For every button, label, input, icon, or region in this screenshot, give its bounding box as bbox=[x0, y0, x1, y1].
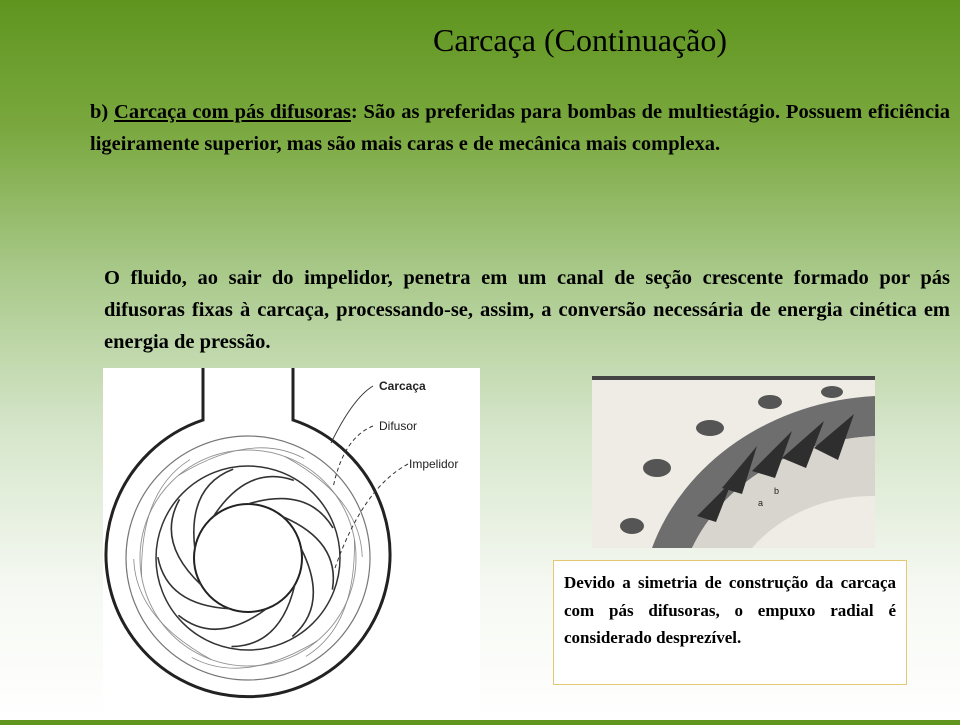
label-a: a bbox=[758, 498, 764, 508]
para1-prefix: b) bbox=[90, 101, 115, 123]
slide-title: Carcaça (Continuação) bbox=[432, 22, 728, 58]
para1-rest: : São as preferidas para bombas de multiestágio. Possuem eficiência ligeiramente superior, mas são mais caras e de mecânica mais complexa. bbox=[90, 101, 950, 155]
paragraph-diffuser-casing bbox=[90, 96, 950, 160]
diffuser-casing-drawing bbox=[103, 368, 480, 720]
label-difusor: Difusor bbox=[379, 419, 418, 433]
label-b: b bbox=[774, 486, 780, 496]
paragraph-fluid-conversion: O fluido, ao sair do impelidor, penetra em um canal de seção crescente formado por pás difusoras fixas à carcaça, processando-se, assim, a conversão necessária de energia cinética em energia de pressão. bbox=[104, 267, 950, 353]
para1-term: Carcaça com pás difusoras bbox=[114, 101, 351, 123]
note-box: Devido a simetria de construção da carcaça com pás difusoras, o empuxo radial é considerado desprezível. bbox=[553, 560, 907, 685]
diffuser-photo-drawing bbox=[592, 376, 875, 548]
label-impelidor: Impelidor bbox=[409, 457, 459, 471]
label-carcaca: Carcaça bbox=[379, 379, 426, 393]
diffuser-casing-diagram bbox=[103, 368, 480, 720]
diffuser-photo bbox=[592, 376, 875, 548]
